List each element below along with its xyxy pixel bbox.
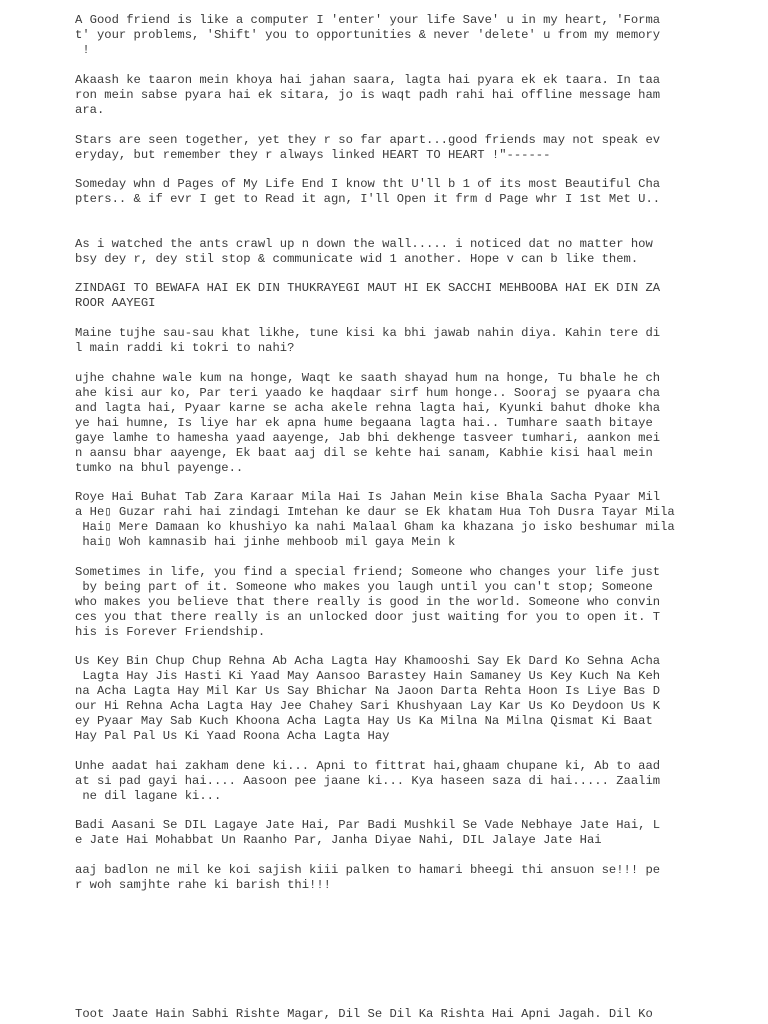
text-line: Sometimes in life, you find a special friend; Someone who changes your life just [75,565,661,579]
text-line: his is Forever Friendship. [75,625,266,639]
text-line: Badi Aasani Se DIL Lagaye Jate Hai, Par Badi Mushkil Se Vade Nebhaye Jate Hai, L [75,818,661,832]
text-line: gaye lamhe to hamesha yaad aayenge, Jab bhi dekhenge tasveer tumhari, aankon mei [75,431,661,445]
text-line: tumko na bhul payenge.. [75,461,244,475]
text-line: Someday whn d Pages of My Life End I know tht U'll b 1 of its most Beautiful Cha [75,177,661,191]
text-line: As i watched the ants crawl up n down the wall..... i noticed dat no matter how [75,237,653,251]
text-line: ara. [75,103,105,117]
text-line: hai▯ Woh kamnasib hai jinhe mehboob mil gaya Mein k [75,535,456,549]
text-line: Akaash ke taaron mein khoya hai jahan saara, lagta hai pyara ek ek taara. In taa [75,73,661,87]
text-line: and lagta hai, Pyaar karne se acha akele rehna lagta hai, Kyunki bahut dhoke kha [75,401,661,415]
text-line: ey Pyaar May Sab Kuch Khoona Acha Lagta Hay Us Ka Milna Na Milna Qismat Ki Baat [75,714,653,728]
text-line: r woh samjhte rahe ki barish thi!!! [75,878,331,892]
text-line: ujhe chahne wale kum na honge, Waqt ke saath shayad hum na honge, Tu bhale he ch [75,371,661,385]
text-line: Us Key Bin Chup Chup Rehna Ab Acha Lagta Hay Khamooshi Say Ek Dard Ko Sehna Acha [75,654,661,668]
text-line: A Good friend is like a computer I 'enter' your life Save' u in my heart, 'Forma [75,13,661,27]
text-line: ZINDAGI TO BEWAFA HAI EK DIN THUKRAYEGI MAUT HI EK SACCHI MEHBOOBA HAI EK DIN ZA [75,281,661,295]
text-line: Lagta Hay Jis Hasti Ki Yaad May Aansoo Barastey Hain Samaney Us Key Kuch Na Keh [75,669,661,683]
text-line: Unhe aadat hai zakham dene ki... Apni to fittrat hai,ghaam chupane ki, Ab to aad [75,759,661,773]
text-line: t' your problems, 'Shift' you to opportunities & never 'delete' u from my memory [75,28,661,42]
text-line: Maine tujhe sau-sau khat likhe, tune kisi ka bhi jawab nahin diya. Kahin tere di [75,326,661,340]
text-line: Hai▯ Mere Damaan ko khushiyo ka nahi Malaal Gham ka khazana jo isko beshumar mila [75,520,675,534]
text-line: aaj badlon ne mil ke koi sajish kiii palken to hamari bheegi thi ansuon se!!! pe [75,863,661,877]
text-line: Toot Jaate Hain Sabhi Rishte Magar, Dil Se Dil Ka Rishta Hai Apni Jagah. Dil Ko [75,1007,653,1021]
text-line: e Jate Hai Mohabbat Un Raanho Par, Janha Diyae Nahi, DIL Jalaye Jate Hai [75,833,602,847]
text-line: ahe kisi aur ko, Par teri yaado ke haqdaar sirf hum honge.. Sooraj se pyaara cha [75,386,661,400]
text-line: bsy dey r, dey stil stop & communicate wid 1 another. Hope v can b like them. [75,252,639,266]
text-line: n aansu bhar aayenge, Ek baat aaj dil se kehte hai sanam, Kabhie kisi haal mein [75,446,653,460]
text-line: Stars are seen together, yet they r so far apart...good friends may not speak ev [75,133,661,147]
text-line: our Hi Rehna Acha Lagta Hay Jee Chahey Sari Khushyaan Lay Kar Us Ko Deydoon Us K [75,699,661,713]
text-line: ye hai humne, Is liye har ek apna hume begaana lagta hai.. Tumhare saath bitaye [75,416,653,430]
text-line: pters.. & if evr I get to Read it agn, I'll Open it frm d Page whr I 1st Met U.. [75,192,661,206]
text-line: ne dil lagane ki... [75,789,222,803]
text-line: na Acha Lagta Hay Mil Kar Us Say Bhichar Na Jaoon Darta Rehta Hoon Is Liye Bas D [75,684,661,698]
text-line: at si pad gayi hai.... Aasoon pee jaane ki... Kya haseen saza di hai..... Zaalim [75,774,661,788]
text-line: by being part of it. Someone who makes you laugh until you can't stop; Someone [75,580,653,594]
text-line: ron mein sabse pyara hai ek sitara, jo is waqt padh rahi hai offline message ham [75,88,661,102]
text-line: eryday, but remember they r always linked HEART TO HEART !"------ [75,148,551,162]
text-line: Roye Hai Buhat Tab Zara Karaar Mila Hai Is Jahan Mein kise Bhala Sacha Pyaar Mil [75,490,661,504]
text-line: Hay Pal Pal Us Ki Yaad Roona Acha Lagta Hay [75,729,390,743]
text-line: a He▯ Guzar rahi hai zindagi Imtehan ke daur se Ek khatam Hua Toh Dusra Tayar Mila [75,505,675,519]
text-line: ces you that there really is an unlocked door just waiting for you to open it. T [75,610,661,624]
text-line: ROOR AAYEGI [75,296,156,310]
text-line: l main raddi ki tokri to nahi? [75,341,295,355]
text-line: who makes you believe that there really is good in the world. Someone who convin [75,595,661,609]
text-line: ! [75,43,90,57]
